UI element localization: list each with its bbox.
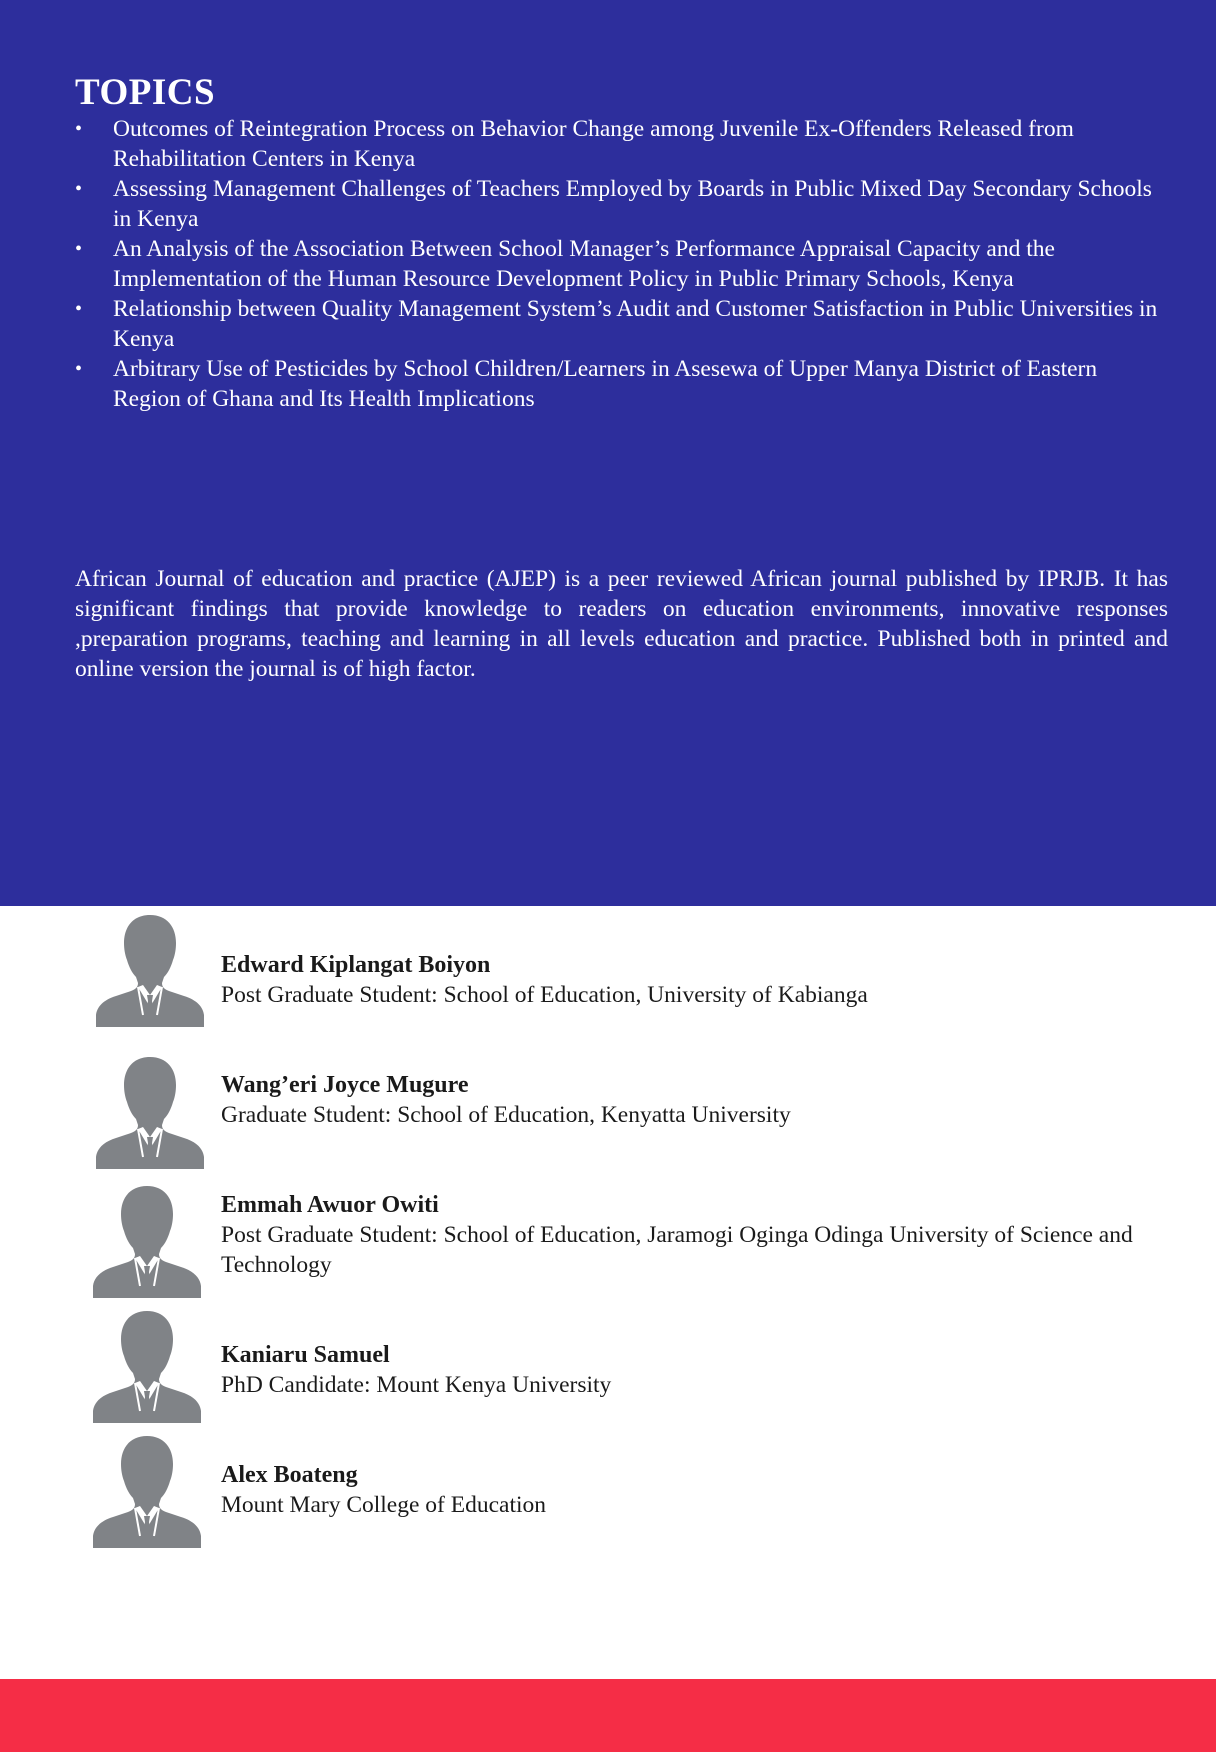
- topic-text: Assessing Management Challenges of Teachers Employed by Boards in Public Mixed Day Secondary Schools in Kenya: [113, 176, 1152, 232]
- journal-description: African Journal of education and practice (AJEP) is a peer reviewed African journal published by IPRJB. It has significant findings that provide knowledge to readers on education environments, innovative responses ,preparation programs, teaching and learning in all levels education and practice. Published both in printed and online version the journal is of high factor.: [75, 566, 1168, 682]
- topic-item: [75, 174, 1170, 234]
- author-affiliation: PhD Candidate: Mount Kenya University: [221, 1372, 612, 1398]
- topic-item: [75, 294, 1170, 354]
- bullet-icon: •: [75, 298, 83, 320]
- author-name: Edward Kiplangat Boiyon: [221, 952, 491, 978]
- topic-text: An Analysis of the Association Between School Manager’s Performance Appraisal Capacity and the Implementation of the Human Resource Development Policy in Public Primary Schools, Kenya: [113, 236, 1055, 292]
- topic-item: [75, 234, 1170, 294]
- topics-heading: TOPICS: [75, 72, 216, 113]
- bullet-icon: •: [75, 358, 83, 380]
- bullet-icon: •: [75, 238, 83, 260]
- person-silhouette-icon: [88, 1186, 206, 1298]
- author-info: [221, 950, 1171, 1010]
- author-affiliation: Post Graduate Student: School of Education, Jaramogi Oginga Odinga University of Science and Technology: [221, 1222, 1133, 1278]
- person-silhouette-icon: [91, 1057, 209, 1169]
- topic-text: Outcomes of Reintegration Process on Behavior Change among Juvenile Ex-Offenders Released from Rehabilitation Centers in Kenya: [113, 116, 1074, 172]
- author-name: Kaniaru Samuel: [221, 1342, 390, 1368]
- author-name: Wang’eri Joyce Mugure: [221, 1072, 469, 1098]
- author-affiliation: Mount Mary College of Education: [221, 1492, 547, 1518]
- author-info: [221, 1070, 1171, 1130]
- author-name: Emmah Awuor Owiti: [221, 1192, 439, 1218]
- author-info: [221, 1340, 1171, 1400]
- person-silhouette-icon: [88, 1311, 206, 1423]
- person-silhouette-icon: [91, 915, 209, 1027]
- bullet-icon: •: [75, 178, 83, 200]
- topics-list: [75, 114, 1170, 414]
- footer-band: [0, 1679, 1216, 1752]
- author-affiliation: Post Graduate Student: School of Education, University of Kabianga: [221, 982, 868, 1008]
- topic-text: Arbitrary Use of Pesticides by School Children/Learners in Asesewa of Upper Manya District of Eastern Region of Ghana and Its Health Implications: [113, 356, 1098, 412]
- author-info: [221, 1190, 1171, 1280]
- topic-item: [75, 114, 1170, 174]
- author-info: [221, 1460, 1171, 1520]
- bullet-icon: •: [75, 118, 83, 140]
- author-name: Alex Boateng: [221, 1462, 358, 1488]
- author-affiliation: Graduate Student: School of Education, Kenyatta University: [221, 1102, 791, 1128]
- topic-text: Relationship between Quality Management System’s Audit and Customer Satisfaction in Public Universities in Kenya: [113, 296, 1158, 352]
- topic-item: [75, 354, 1170, 414]
- person-silhouette-icon: [88, 1436, 206, 1548]
